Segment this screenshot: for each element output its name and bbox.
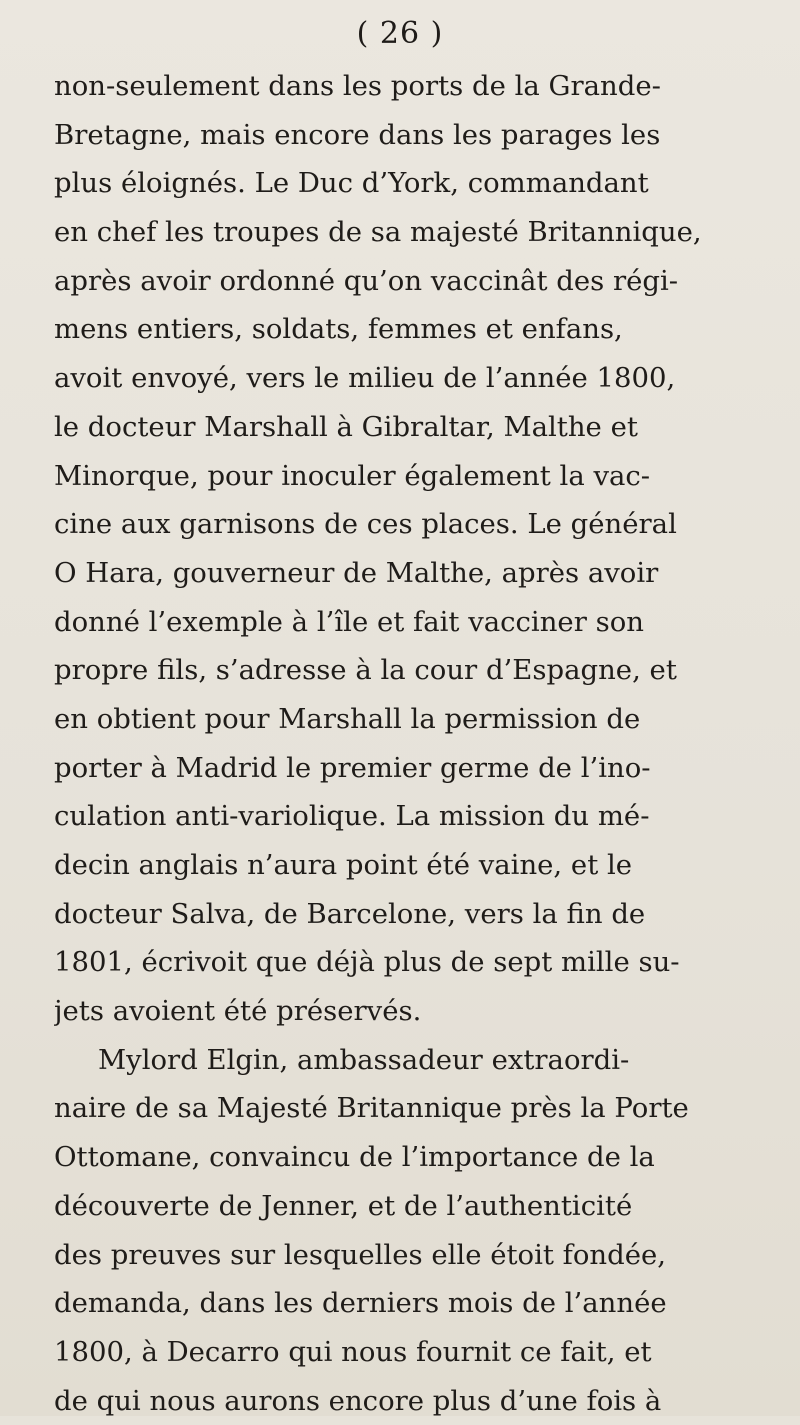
body-text: [54, 62, 796, 1425]
text-line: 1800, à Decarro qui nous fournit ce fait, et: [54, 1335, 652, 1368]
text-line: Ottomane, convaincu de l’importance de la: [54, 1141, 655, 1174]
text-line: cine aux garnisons de ces places. Le général: [54, 508, 677, 541]
text-line: après avoir ordonné qu’on vaccinât des régi-: [54, 264, 679, 297]
text-line: en obtient pour Marshall la permission de: [54, 702, 641, 735]
text-line: propre fils, s’adresse à la cour d’Espagne, et: [54, 654, 677, 687]
page-number: ( 26 ): [356, 16, 444, 51]
text-line: culation anti-variolique. La mission du mé-: [54, 800, 650, 833]
text-line: 1801, écrivoit que déjà plus de sept mille su-: [54, 946, 680, 979]
text-line: Mylord Elgin, ambassadeur extraordi-: [98, 1043, 630, 1076]
text-line: Minorque, pour inoculer également la vac-: [54, 459, 651, 492]
text-line: naire de sa Majesté Britannique près la Porte: [54, 1092, 689, 1125]
text-line: porter à Madrid le premier germe de l’ino-: [54, 751, 651, 784]
text-line: Bretagne, mais encore dans les parages les: [54, 118, 661, 151]
text-line: O Hara, gouverneur de Malthe, après avoir: [54, 556, 659, 589]
text-line: avoit envoyé, vers le milieu de l’année 1800,: [54, 362, 676, 395]
text-line: jets avoient été préservés.: [54, 995, 422, 1028]
text-line: des preuves sur lesquelles elle étoit fondée,: [54, 1238, 667, 1271]
text-line: le docteur Marshall à Gibraltar, Malthe et: [54, 410, 638, 443]
text-line: donné l’exemple à l’île et fait vacciner son: [54, 605, 644, 638]
text-line: mens entiers, soldats, femmes et enfans,: [54, 313, 623, 346]
text-line: plus éloignés. Le Duc d’York, commandant: [54, 167, 649, 200]
text-line: non-seulement dans les ports de la Grande-: [54, 70, 661, 102]
text-line: en chef les troupes de sa majesté Britannique,: [54, 216, 702, 249]
text-line: decin anglais n’aura point été vaine, et le: [54, 849, 633, 881]
text-line: de qui nous aurons encore plus d’une fois à: [54, 1384, 662, 1417]
text-line: découverte de Jenner, et de l’authenticité: [54, 1189, 633, 1222]
text-line: docteur Salva, de Barcelone, vers la fin de: [54, 897, 646, 930]
text-line: demanda, dans les derniers mois de l’année: [54, 1287, 667, 1320]
